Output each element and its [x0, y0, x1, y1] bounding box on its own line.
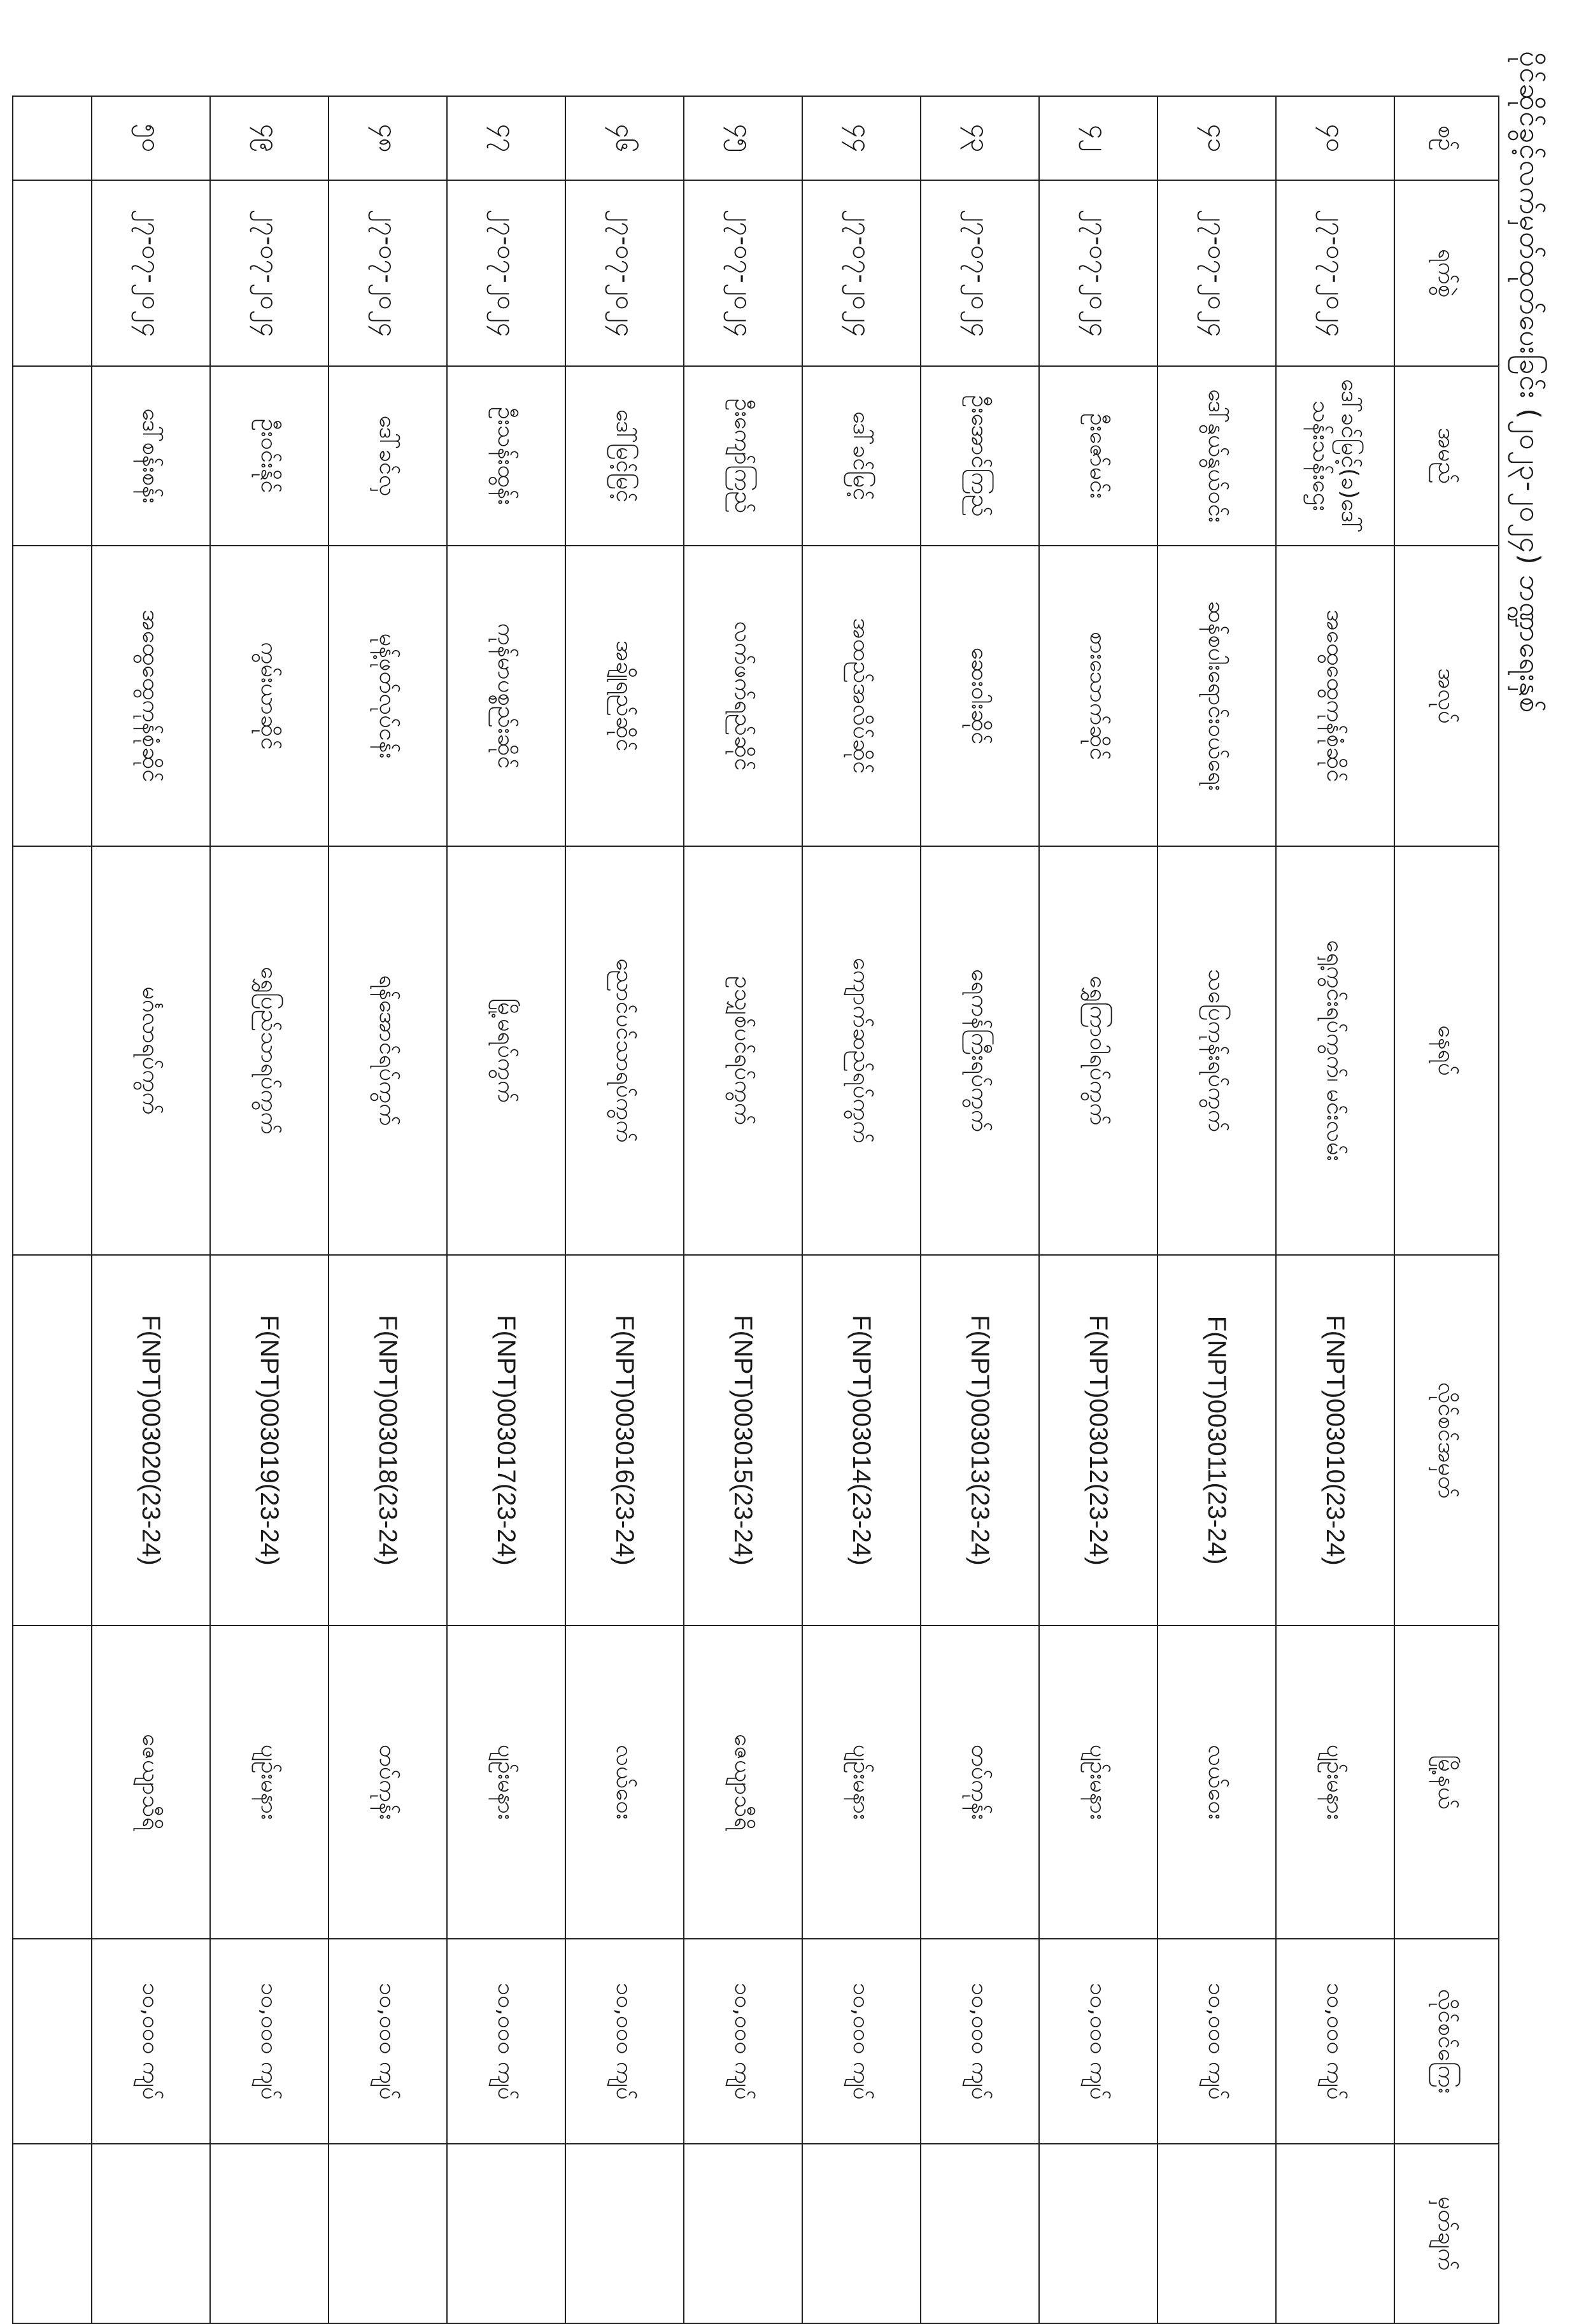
table-row — [802, 96, 921, 2323]
cell-license: F(NPT)003019(23-24) — [210, 1255, 329, 1626]
cell-job: ဆန်စပါးရောင်းဝယ်ရေး — [1158, 546, 1276, 846]
cell-empty — [13, 546, 92, 846]
cell-fee: ၁၀,၀၀၀ ကျပ် — [921, 1939, 1039, 2144]
cell-empty — [13, 180, 92, 366]
header-fee: လိုင်စင်ကြေး — [1394, 1939, 1499, 2144]
cell-empty — [13, 366, 92, 546]
cell-no: ၄၃ — [921, 96, 1039, 180]
cell-name: ဒေါ်ခင်မြင့်(ခ)ဒေါ်သန်းသန်းဌေး — [1276, 366, 1394, 546]
cell-township: ပျဉ်းမနား — [1276, 1626, 1394, 1939]
cell-date: ၂၇-၀၇-၂၀၂၄ — [1158, 180, 1276, 366]
table-row — [1039, 96, 1158, 2323]
table-row — [921, 96, 1039, 2323]
table-row — [1276, 96, 1394, 2323]
header-address: နေရပ် — [1394, 846, 1499, 1255]
cell-fee: ၁၀,၀၀၀ ကျပ် — [92, 1939, 210, 2144]
cell-empty — [13, 96, 92, 180]
header-township: မြို့နယ် — [1394, 1626, 1499, 1939]
license-table — [12, 96, 1499, 2324]
cell-empty — [13, 1255, 92, 1626]
cell-remark — [684, 2144, 802, 2323]
cell-license: F(NPT)003014(23-24) — [802, 1255, 921, 1626]
cell-license: F(NPT)003013(23-24) — [921, 1255, 1039, 1626]
cell-no: ၄၀ — [1276, 96, 1394, 180]
header-license: လိုင်စင်အမှတ် — [1394, 1255, 1499, 1626]
cell-address: ညောင်ပင်သာရပ်ကွက် — [565, 846, 684, 1255]
cell-township: ပျဉ်းမနား — [210, 1626, 329, 1939]
table-row — [92, 96, 210, 2323]
cell-name: ဒေါ်နွယ်နွယ်ဝင်း — [1158, 366, 1276, 546]
cell-address: ရေကန်ကြီးရပ်ကွက် — [921, 846, 1039, 1255]
header-name: အမည် — [1394, 366, 1499, 546]
cell-name: ဒေါ်စန်းစန်း — [92, 366, 210, 546]
cell-job: အထွေထွေကုန်စုံဆိုင် — [92, 546, 210, 846]
cell-address: မင်္ဂလာရပ်ကွက် — [92, 846, 210, 1255]
cell-no: ၄၁ — [1158, 96, 1276, 180]
cell-no: ၄၂ — [1039, 96, 1158, 180]
cell-fee: ၁၀,၀၀၀ ကျပ် — [802, 1939, 921, 2144]
cell-address: ဥသျှစ်ပင်ရပ်ကွက် — [684, 846, 802, 1255]
cell-address: ရှေ့ကွင်းရပ်ကွက်၊ မင်းလမ်း — [1276, 846, 1394, 1255]
cell-fee: ၁၀,၀၀၀ ကျပ် — [329, 1939, 447, 2144]
cell-address: မြို့မရပ်ကွက် — [447, 846, 565, 1255]
cell-license: F(NPT)003010(23-24) — [1276, 1255, 1394, 1626]
cell-township: ပျဉ်းမနား — [1039, 1626, 1158, 1939]
table-header-row — [1394, 96, 1499, 2323]
cell-date: ၂၇-၀၇-၂၀၂၄ — [210, 180, 329, 366]
cell-job: အချိုရည်ဆိုင် — [565, 546, 684, 846]
header-job: အလုပ် — [1394, 546, 1499, 846]
header-remark: မှတ်ချက် — [1394, 2144, 1499, 2323]
cell-job: ဆေးဝါးဆိုင် — [921, 546, 1039, 846]
cell-job: စားသောက်ဆိုင် — [1039, 546, 1158, 846]
cell-empty — [13, 2144, 92, 2323]
cell-fee: ၁၀,၀၀၀ ကျပ် — [1276, 1939, 1394, 2144]
cell-township: လယ်ဝေး — [565, 1626, 684, 1939]
cell-township: ဇေယျာသီရိ — [684, 1626, 802, 1939]
cell-address: သပြေကုန်းရပ်ကွက် — [1158, 846, 1276, 1255]
cell-township: တပ်ကုန်း — [921, 1626, 1039, 1939]
table-row — [210, 96, 329, 2323]
table-row — [447, 96, 565, 2323]
cell-name: ဒေါ်မြင့်မြင့် — [565, 366, 684, 546]
cell-license: F(NPT)003018(23-24) — [329, 1255, 447, 1626]
cell-township: တပ်ကုန်း — [329, 1626, 447, 1939]
cell-township: ပျဉ်းမနား — [802, 1626, 921, 1939]
cell-date: ၂၇-၀၇-၂၀၂၄ — [565, 180, 684, 366]
cell-township: လယ်ဝေး — [1158, 1626, 1276, 1939]
cell-no: ၅၀ — [92, 96, 210, 180]
cell-no: ၄၆ — [565, 96, 684, 180]
cell-remark — [565, 2144, 684, 2323]
cell-license: F(NPT)003020(23-24) — [92, 1255, 210, 1626]
cell-address: ရွှေကြာဝါရပ်ကွက် — [1039, 846, 1158, 1255]
cell-date: ၂၇-၀၇-၂၀၂၄ — [1276, 180, 1394, 366]
cell-remark — [1039, 2144, 1158, 2323]
cell-license: F(NPT)003016(23-24) — [565, 1255, 684, 1626]
table-row — [684, 96, 802, 2323]
cell-township: ပျဉ်းမနား — [447, 1626, 565, 1939]
cell-address: ကျောက်ဆည်ရပ်ကွက် — [802, 846, 921, 1255]
cell-license: F(NPT)003017(23-24) — [447, 1255, 565, 1626]
table-row — [565, 96, 684, 2323]
cell-remark — [329, 2144, 447, 2323]
cell-job: အထွေထွေကုန်စုံဆိုင် — [1276, 546, 1394, 846]
cell-remark — [802, 2144, 921, 2323]
cell-name: ဦးဝင်းနိုင် — [210, 366, 329, 546]
cell-license: F(NPT)003015(23-24) — [684, 1255, 802, 1626]
cell-empty — [13, 846, 92, 1255]
cell-job: ကုန်မာပစ္စည်းဆိုင် — [447, 546, 565, 846]
table-body — [13, 96, 1394, 2323]
cell-address: ရန်အောင်ရပ်ကွက် — [329, 846, 447, 1255]
cell-fee: ၁၀,၀၀၀ ကျပ် — [1039, 1939, 1158, 2144]
cell-date: ၂၇-၀၇-၂၀၂၄ — [92, 180, 210, 366]
cell-fee: ၁၀,၀၀၀ ကျပ် — [447, 1939, 565, 2144]
table-row — [329, 96, 447, 2323]
cell-name: ဦးဇော်မင်း — [1039, 366, 1158, 546]
cell-fee: ၁၀,၀၀၀ ကျပ် — [210, 1939, 329, 2144]
header-date: ရက်စွဲ — [1394, 180, 1499, 366]
cell-name: ဦးအောင်ကြည် — [921, 366, 1039, 546]
table-row-empty — [13, 96, 92, 2323]
cell-license: F(NPT)003012(23-24) — [1039, 1255, 1158, 1626]
cell-remark — [210, 2144, 329, 2323]
cell-remark — [921, 2144, 1039, 2323]
document-title: ပိုင်ဆိုင်ခွင့်လက်မှတ်ထုတ်ပေးခြင်း (၂၀၂၃-၂၀၂၄) ဘဏ္ဍာရေးနှစ် — [1513, 51, 1546, 714]
cell-date: ၂၇-၀၇-၂၀၂၄ — [921, 180, 1039, 366]
cell-no: ၄၈ — [329, 96, 447, 180]
cell-fee: ၁၀,၀၀၀ ကျပ် — [684, 1939, 802, 2144]
cell-no: ၄၉ — [210, 96, 329, 180]
cell-fee: ၁၀,၀၀၀ ကျပ် — [1158, 1939, 1276, 2144]
cell-remark — [1276, 2144, 1394, 2323]
cell-date: ၂၇-၀၇-၂၀၂၄ — [684, 180, 802, 366]
cell-name: ဦးကျော်ကြည် — [684, 366, 802, 546]
cell-name: ဒေါ်ခင်မြင့် — [802, 366, 921, 546]
cell-township: ဇေယျာသီရိ — [92, 1626, 210, 1939]
cell-license: F(NPT)003011(23-24) — [1158, 1255, 1276, 1626]
cell-no: ၄၅ — [684, 96, 802, 180]
cell-date: ၂၇-၀၇-၂၀၂၄ — [1039, 180, 1158, 366]
cell-job: အထည်အလိပ်ဆိုင် — [802, 546, 921, 846]
cell-name: ဒေါ်ခင်လှ — [329, 366, 447, 546]
cell-job: မုန့်ဖုတ်လုပ်ငန်း — [329, 546, 447, 846]
cell-no: ၄၇ — [447, 96, 565, 180]
cell-empty — [13, 1626, 92, 1939]
cell-address: ရွှေပြည်သာရပ်ကွက် — [210, 846, 329, 1255]
cell-fee: ၁၀,၀၀၀ ကျပ် — [565, 1939, 684, 2144]
cell-date: ၂၇-၀၇-၂၀၂၄ — [329, 180, 447, 366]
cell-remark — [1158, 2144, 1276, 2323]
cell-date: ၂၇-၀၇-၂၀၂၄ — [447, 180, 565, 366]
cell-job: လက်ဖက်ရည်ဆိုင် — [684, 546, 802, 846]
cell-empty — [13, 1939, 92, 2144]
cell-name: ဦးသန်းထွန်း — [447, 366, 565, 546]
cell-remark — [447, 2144, 565, 2323]
cell-no: ၄၄ — [802, 96, 921, 180]
header-no: စဉ် — [1394, 96, 1499, 180]
cell-job: ကွမ်းယာဆိုင် — [210, 546, 329, 846]
table-row — [1158, 96, 1276, 2323]
cell-date: ၂၇-၀၇-၂၀၂၄ — [802, 180, 921, 366]
cell-remark — [92, 2144, 210, 2323]
